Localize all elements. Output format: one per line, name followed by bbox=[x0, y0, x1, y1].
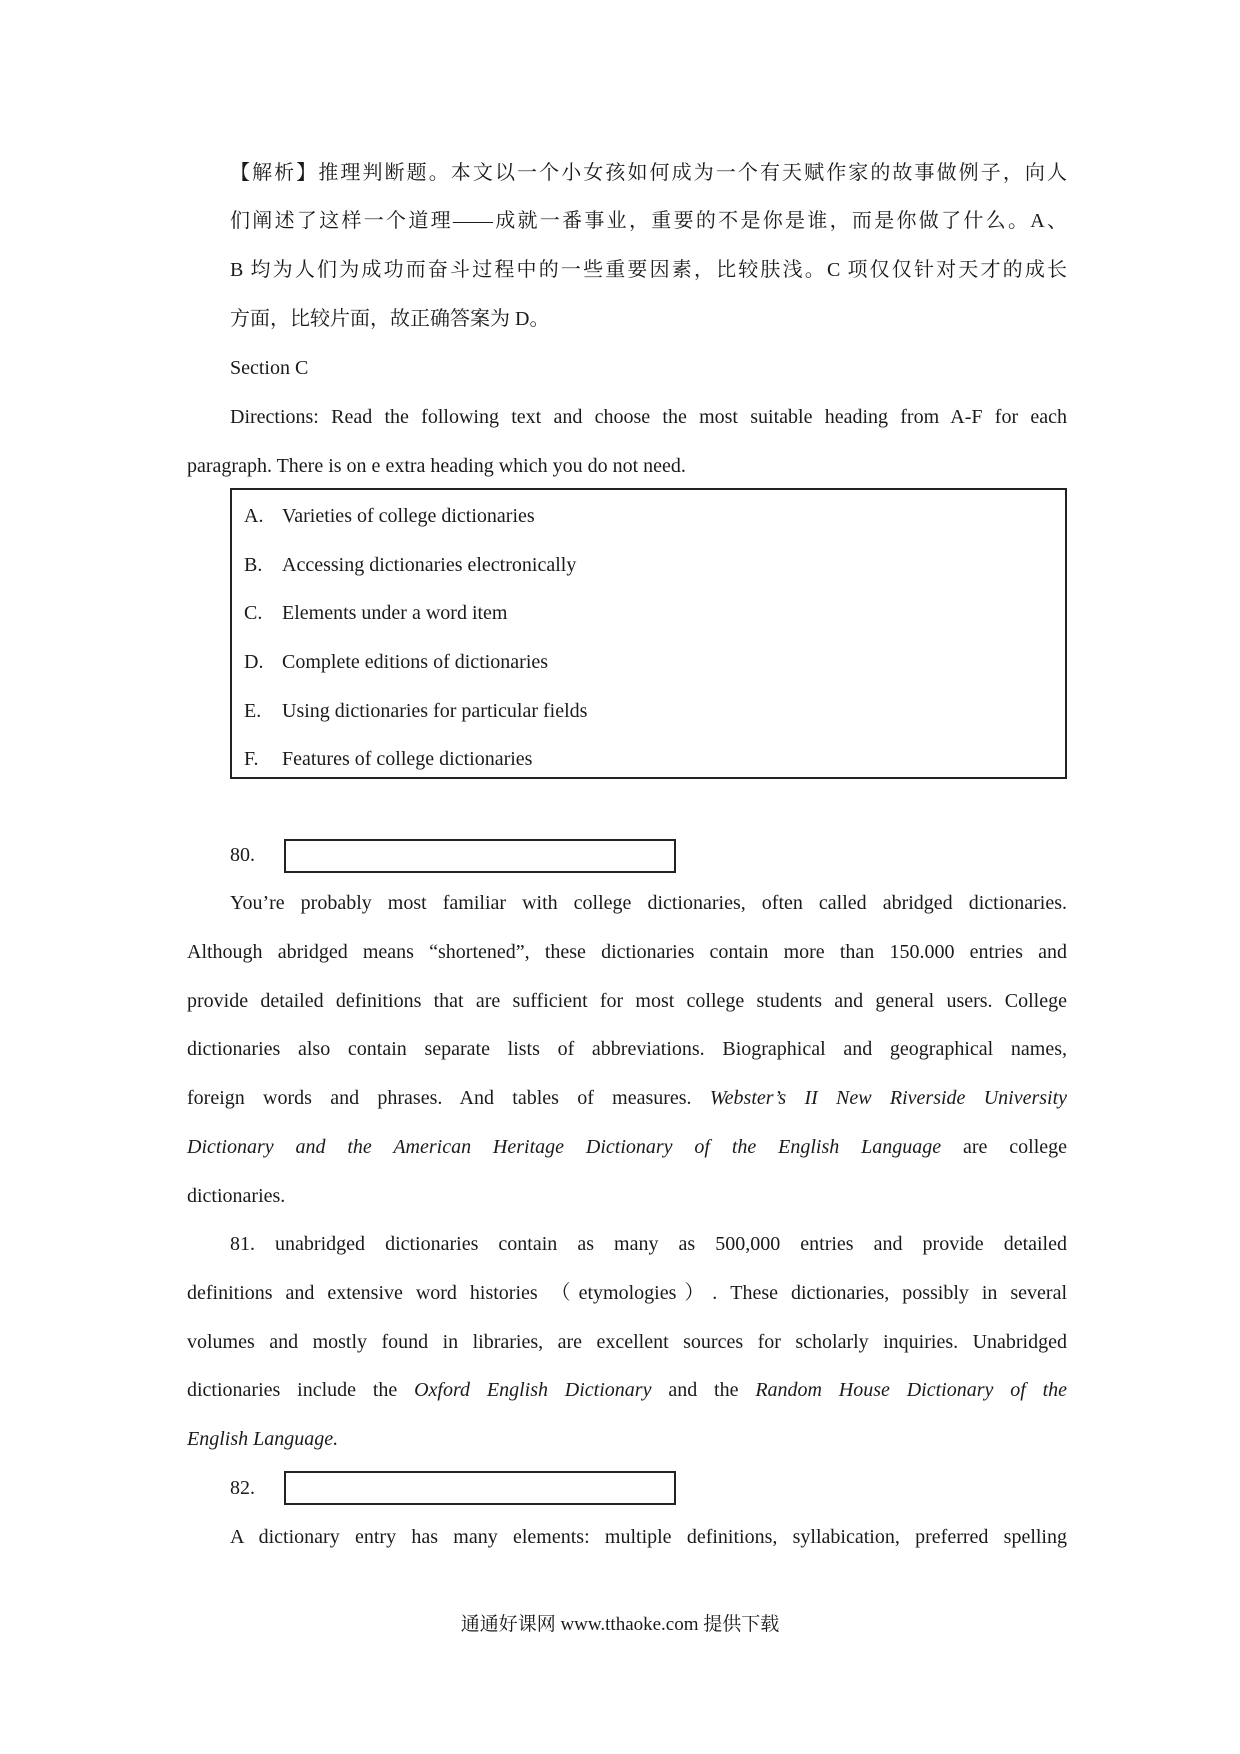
analysis-line-1: 【解析】推理判断题。本文以一个小女孩如何成为一个有天赋作家的故事做例子，向人 bbox=[230, 162, 1067, 184]
q81-line-5 bbox=[187, 1426, 338, 1452]
q81-line-4-mid: and the bbox=[668, 1379, 739, 1401]
q80-line-7: dictionaries. bbox=[187, 1185, 286, 1207]
question-80-number: 80. bbox=[230, 844, 255, 866]
q81-line-4-pre: dictionaries include the bbox=[187, 1379, 398, 1401]
option-text: Elements under a word item bbox=[282, 602, 508, 624]
question-82-number: 82. bbox=[230, 1477, 255, 1499]
option-letter: A. bbox=[244, 505, 264, 527]
option-text: Complete editions of dictionaries bbox=[282, 651, 549, 673]
heading-options-box bbox=[230, 488, 1067, 779]
q81-italic-title-1: Oxford English Dictionary bbox=[414, 1379, 652, 1401]
q80-line-5-text: foreign words and phrases. And tables of measures. bbox=[187, 1087, 692, 1109]
option-d bbox=[244, 649, 548, 675]
q81-line-3: volumes and mostly found in libraries, are excellent sources for scholarly inquiries. Unabridged bbox=[187, 1331, 1067, 1353]
analysis-line-4: 方面，比较片面，故正确答案为 D。 bbox=[230, 308, 550, 330]
q81-italic-title-2: Random House Dictionary of the bbox=[755, 1379, 1068, 1401]
q81-italic-title-3: English Language. bbox=[187, 1428, 339, 1450]
q80-line-2: Although abridged means “shortened”, these dictionaries contain more than 150.000 entries and bbox=[187, 941, 1067, 963]
q80-line-6-tail: are college bbox=[962, 1136, 1068, 1158]
option-letter: C. bbox=[244, 602, 263, 624]
q80-line-1: You’re probably most familiar with college dictionaries, often called abridged dictionaries. bbox=[230, 892, 1067, 914]
option-letter: E. bbox=[244, 700, 262, 722]
q80-line-6 bbox=[187, 1134, 1067, 1160]
section-title: Section C bbox=[230, 357, 309, 379]
question-82-answer-box[interactable] bbox=[284, 1471, 676, 1505]
q82-line-1: A dictionary entry has many elements: multiple definitions, syllabication, preferred spelling bbox=[230, 1526, 1067, 1548]
option-a bbox=[244, 503, 535, 529]
option-text: Varieties of college dictionaries bbox=[282, 505, 535, 527]
option-text: Using dictionaries for particular fields bbox=[282, 700, 588, 722]
option-c bbox=[244, 600, 508, 626]
q80-italic-title-1: Webster’s II New Riverside University bbox=[709, 1087, 1068, 1109]
q80-line-5 bbox=[187, 1085, 1067, 1111]
question-80-answer-box[interactable] bbox=[284, 839, 676, 873]
page-footer: 通通好课网 www.tthaoke.com 提供下载 bbox=[460, 1614, 780, 1635]
q80-line-4: dictionaries also contain separate lists of abbreviations. Biographical and geographical names, bbox=[187, 1038, 1067, 1060]
directions-line-1: Directions: Read the following text and choose the most suitable heading from A-F for each bbox=[230, 406, 1067, 428]
q81-line-1: 81. unabridged dictionaries contain as many as 500,000 entries and provide detailed bbox=[230, 1233, 1067, 1255]
option-text: Features of college dictionaries bbox=[282, 748, 533, 770]
analysis-line-2: 们阐述了这样一个道理——成就一番事业，重要的不是你是谁，而是你做了什么。A、 bbox=[230, 210, 1067, 232]
q81-line-4 bbox=[187, 1377, 1067, 1403]
option-text: Accessing dictionaries electronically bbox=[282, 554, 577, 576]
q80-italic-title-2: Dictionary and the American Heritage Dictionary of the English Language bbox=[187, 1136, 942, 1158]
directions-line-2: paragraph. There is on e extra heading which you do not need. bbox=[187, 455, 686, 477]
option-letter: F. bbox=[244, 748, 259, 770]
option-f bbox=[244, 746, 532, 772]
q81-line-2: definitions and extensive word histories （etymologies）. These dictionaries, possibly in several bbox=[187, 1282, 1067, 1304]
option-letter: D. bbox=[244, 651, 264, 673]
option-e bbox=[244, 698, 587, 724]
option-b bbox=[244, 552, 576, 578]
option-letter: B. bbox=[244, 554, 263, 576]
analysis-line-3: B 均为人们为成功而奋斗过程中的一些重要因素，比较肤浅。C 项仅仅针对天才的成长 bbox=[230, 259, 1067, 281]
q80-line-3: provide detailed definitions that are sufficient for most college students and general users. College bbox=[187, 990, 1067, 1012]
